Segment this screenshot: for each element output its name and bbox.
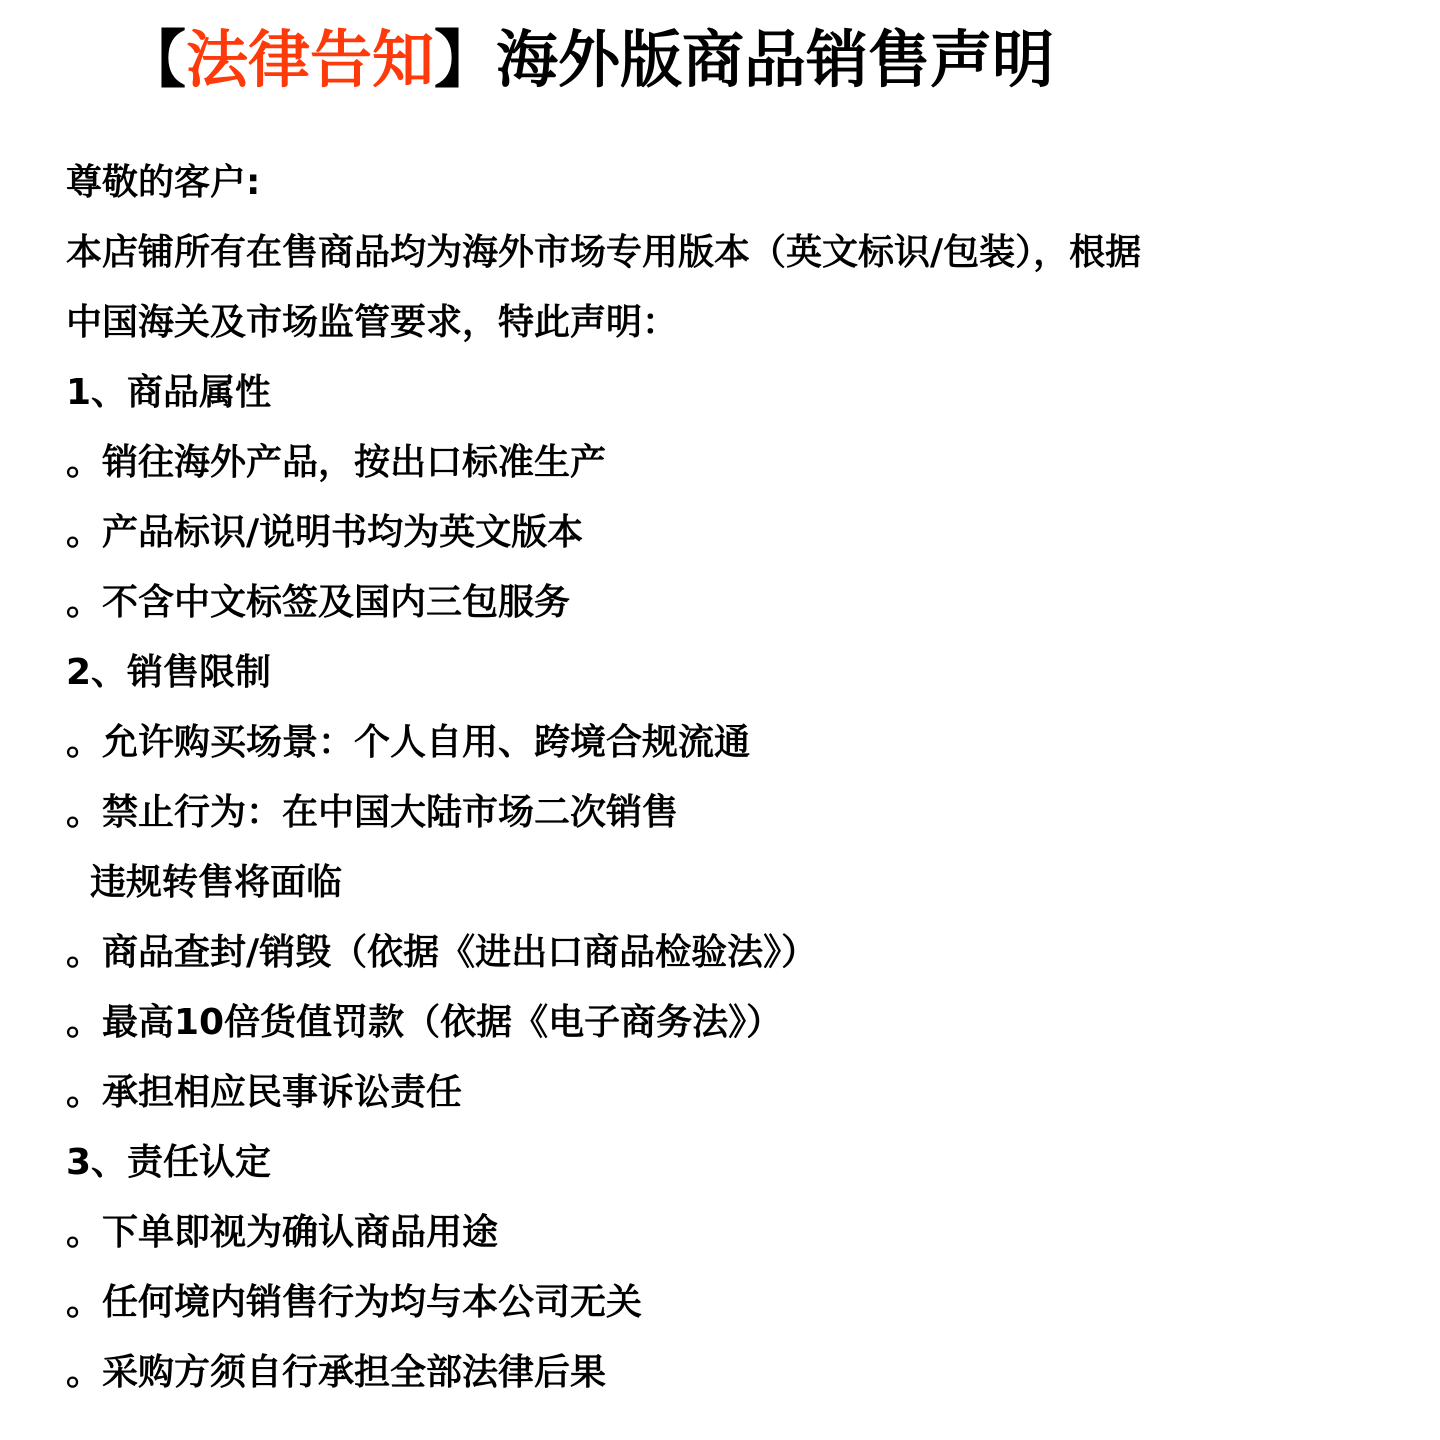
- title-text: 海外版商品销售声明: [496, 23, 1055, 96]
- list-item: 。允许购买场景：个人自用、跨境合规流通: [66, 722, 751, 763]
- title-bracket-close: 】: [434, 23, 497, 96]
- greeting: 尊敬的客户:: [66, 162, 261, 203]
- list-item: 。销往海外产品，按出口标准生产: [66, 442, 607, 483]
- list-item: 。下单即视为确认商品用途: [66, 1212, 499, 1253]
- title-highlight: 法律告知: [186, 23, 435, 96]
- list-item: 。采购方须自行承担全部法律后果: [66, 1352, 607, 1393]
- section-heading-sales-restrictions: 2、销售限制: [66, 652, 272, 693]
- list-item: 。商品查封/销毁（依据《进出口商品检验法》）: [66, 932, 818, 973]
- intro-line-1: 本店铺所有在售商品均为海外市场专用版本（英文标识/包装），根据: [66, 232, 1142, 273]
- title-bracket-open: 【: [124, 23, 187, 96]
- list-item: 。禁止行为：在中国大陆市场二次销售: [66, 792, 679, 833]
- intro-line-2: 中国海关及市场监管要求，特此声明：: [66, 302, 679, 343]
- section-heading-product-attributes: 1、商品属性: [66, 372, 272, 413]
- section-heading-liability: 3、责任认定: [66, 1142, 272, 1183]
- list-item: 。任何境内销售行为均与本公司无关: [66, 1282, 643, 1323]
- list-item: 。产品标识/说明书均为英文版本: [66, 512, 584, 553]
- penalty-intro: 违规转售将面临: [90, 862, 343, 903]
- statement-body: [66, 148, 1406, 1408]
- list-item: 。最高10倍货值罚款（依据《电子商务法》）: [66, 1002, 783, 1043]
- list-item: 。不含中文标签及国内三包服务: [66, 582, 571, 623]
- list-item: 。承担相应民事诉讼责任: [66, 1072, 463, 1113]
- page-title: [124, 18, 1054, 102]
